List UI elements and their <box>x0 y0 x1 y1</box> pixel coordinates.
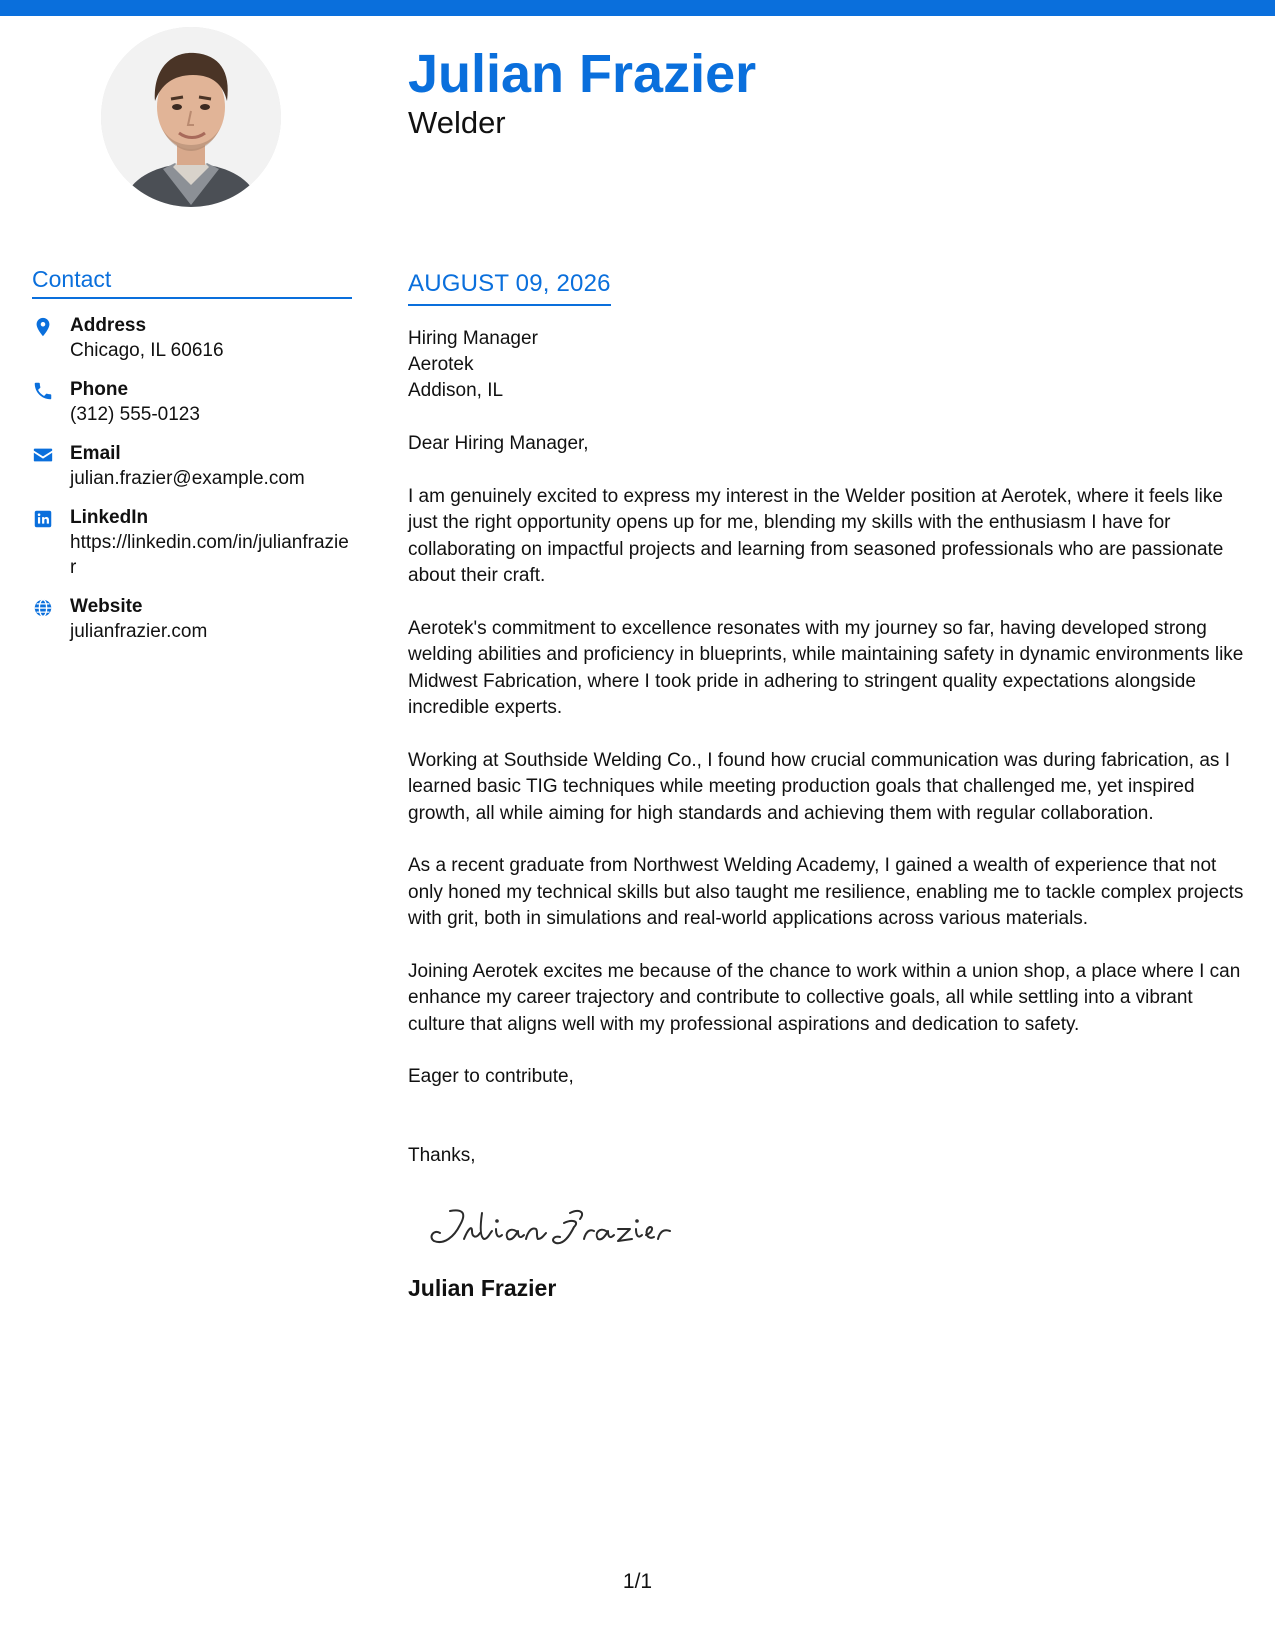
linkedin-icon <box>32 508 54 530</box>
phone-icon <box>32 380 54 402</box>
closing-line: Eager to contribute, <box>408 1066 574 1087</box>
contact-label: Email <box>70 443 121 464</box>
page-number: 1/1 <box>622 1570 653 1593</box>
contact-label: Phone <box>70 379 129 400</box>
recipient-line: Addison, IL <box>408 380 504 401</box>
job-title: Welder <box>408 105 506 140</box>
contact-value[interactable]: https://linkedin.com/in/julianfrazier <box>70 532 349 578</box>
letter-body <box>408 268 1253 1303</box>
contact-item-address <box>32 313 352 363</box>
contact-value[interactable]: julian.frazier@example.com <box>70 468 305 489</box>
signer-name: Julian Frazier <box>408 1275 557 1301</box>
letter-date: AUGUST 09, 2026 <box>408 268 611 306</box>
letter-paragraph: Aerotek's commitment to excellence resonates with my journey so far, having developed strong welding abilities and proficiency in blueprints, while maintaining safety in dynamic environments like Midwest Fabrication, where I took pride in adhering to stringent quality expectations alongside incredible experts. <box>408 617 1244 718</box>
contact-label: LinkedIn <box>70 507 149 528</box>
contact-heading: Contact <box>32 263 352 299</box>
contact-value[interactable]: julianfrazier.com <box>70 621 208 642</box>
recipient-line: Aerotek <box>408 354 474 375</box>
globe-icon <box>32 597 54 619</box>
contact-item-email <box>32 441 352 491</box>
map-pin-icon <box>32 316 54 338</box>
letter-paragraph: As a recent graduate from Northwest Welding Academy, I gained a wealth of experience that not only honed my technical skills but also taught me resilience, enabling me to tackle complex projects with grit, both in simulations and real-world applications across various materials. <box>408 855 1244 929</box>
contact-value: (312) 555-0123 <box>70 404 200 425</box>
top-accent-bar <box>0 0 1275 16</box>
letter-paragraph: I am genuinely excited to express my interest in the Welder position at Aerotek, where it feels like just the right opportunity opens up for me, blending my skills with the enthusiasm I have for collaborating on impactful projects and learning from seasoned professionals who are passionate about their craft. <box>408 485 1224 586</box>
contact-label: Website <box>70 596 143 617</box>
contact-list <box>32 313 352 644</box>
letter-paragraph: Joining Aerotek excites me because of the chance to work within a union shop, a place where I can enhance my career trajectory and contribute to collective goals, all while settling into a vibrant culture that aligns well with my professional aspirations and dedication to safety. <box>408 960 1241 1035</box>
recipient-block <box>408 326 1253 404</box>
contact-item-phone <box>32 377 352 427</box>
contact-item-website <box>32 594 352 644</box>
applicant-name: Julian Frazier <box>408 44 757 104</box>
handwritten-signature <box>420 1199 680 1259</box>
contact-label: Address <box>70 315 147 336</box>
recipient-line: Hiring Manager <box>408 328 538 349</box>
email-icon <box>32 444 54 466</box>
letter-paragraph: Working at Southside Welding Co., I found how crucial communication was during fabrication, as I learned basic TIG techniques while meeting production goals that challenged me, yet inspired growth, all while aiming for high standards and achieving them with regular collaboration. <box>408 749 1230 824</box>
thanks-line: Thanks, <box>408 1144 476 1166</box>
profile-photo <box>101 27 281 207</box>
contact-item-linkedin <box>32 505 352 580</box>
contact-sidebar <box>32 263 352 658</box>
contact-value: Chicago, IL 60616 <box>70 340 224 361</box>
salutation: Dear Hiring Manager, <box>408 433 589 454</box>
